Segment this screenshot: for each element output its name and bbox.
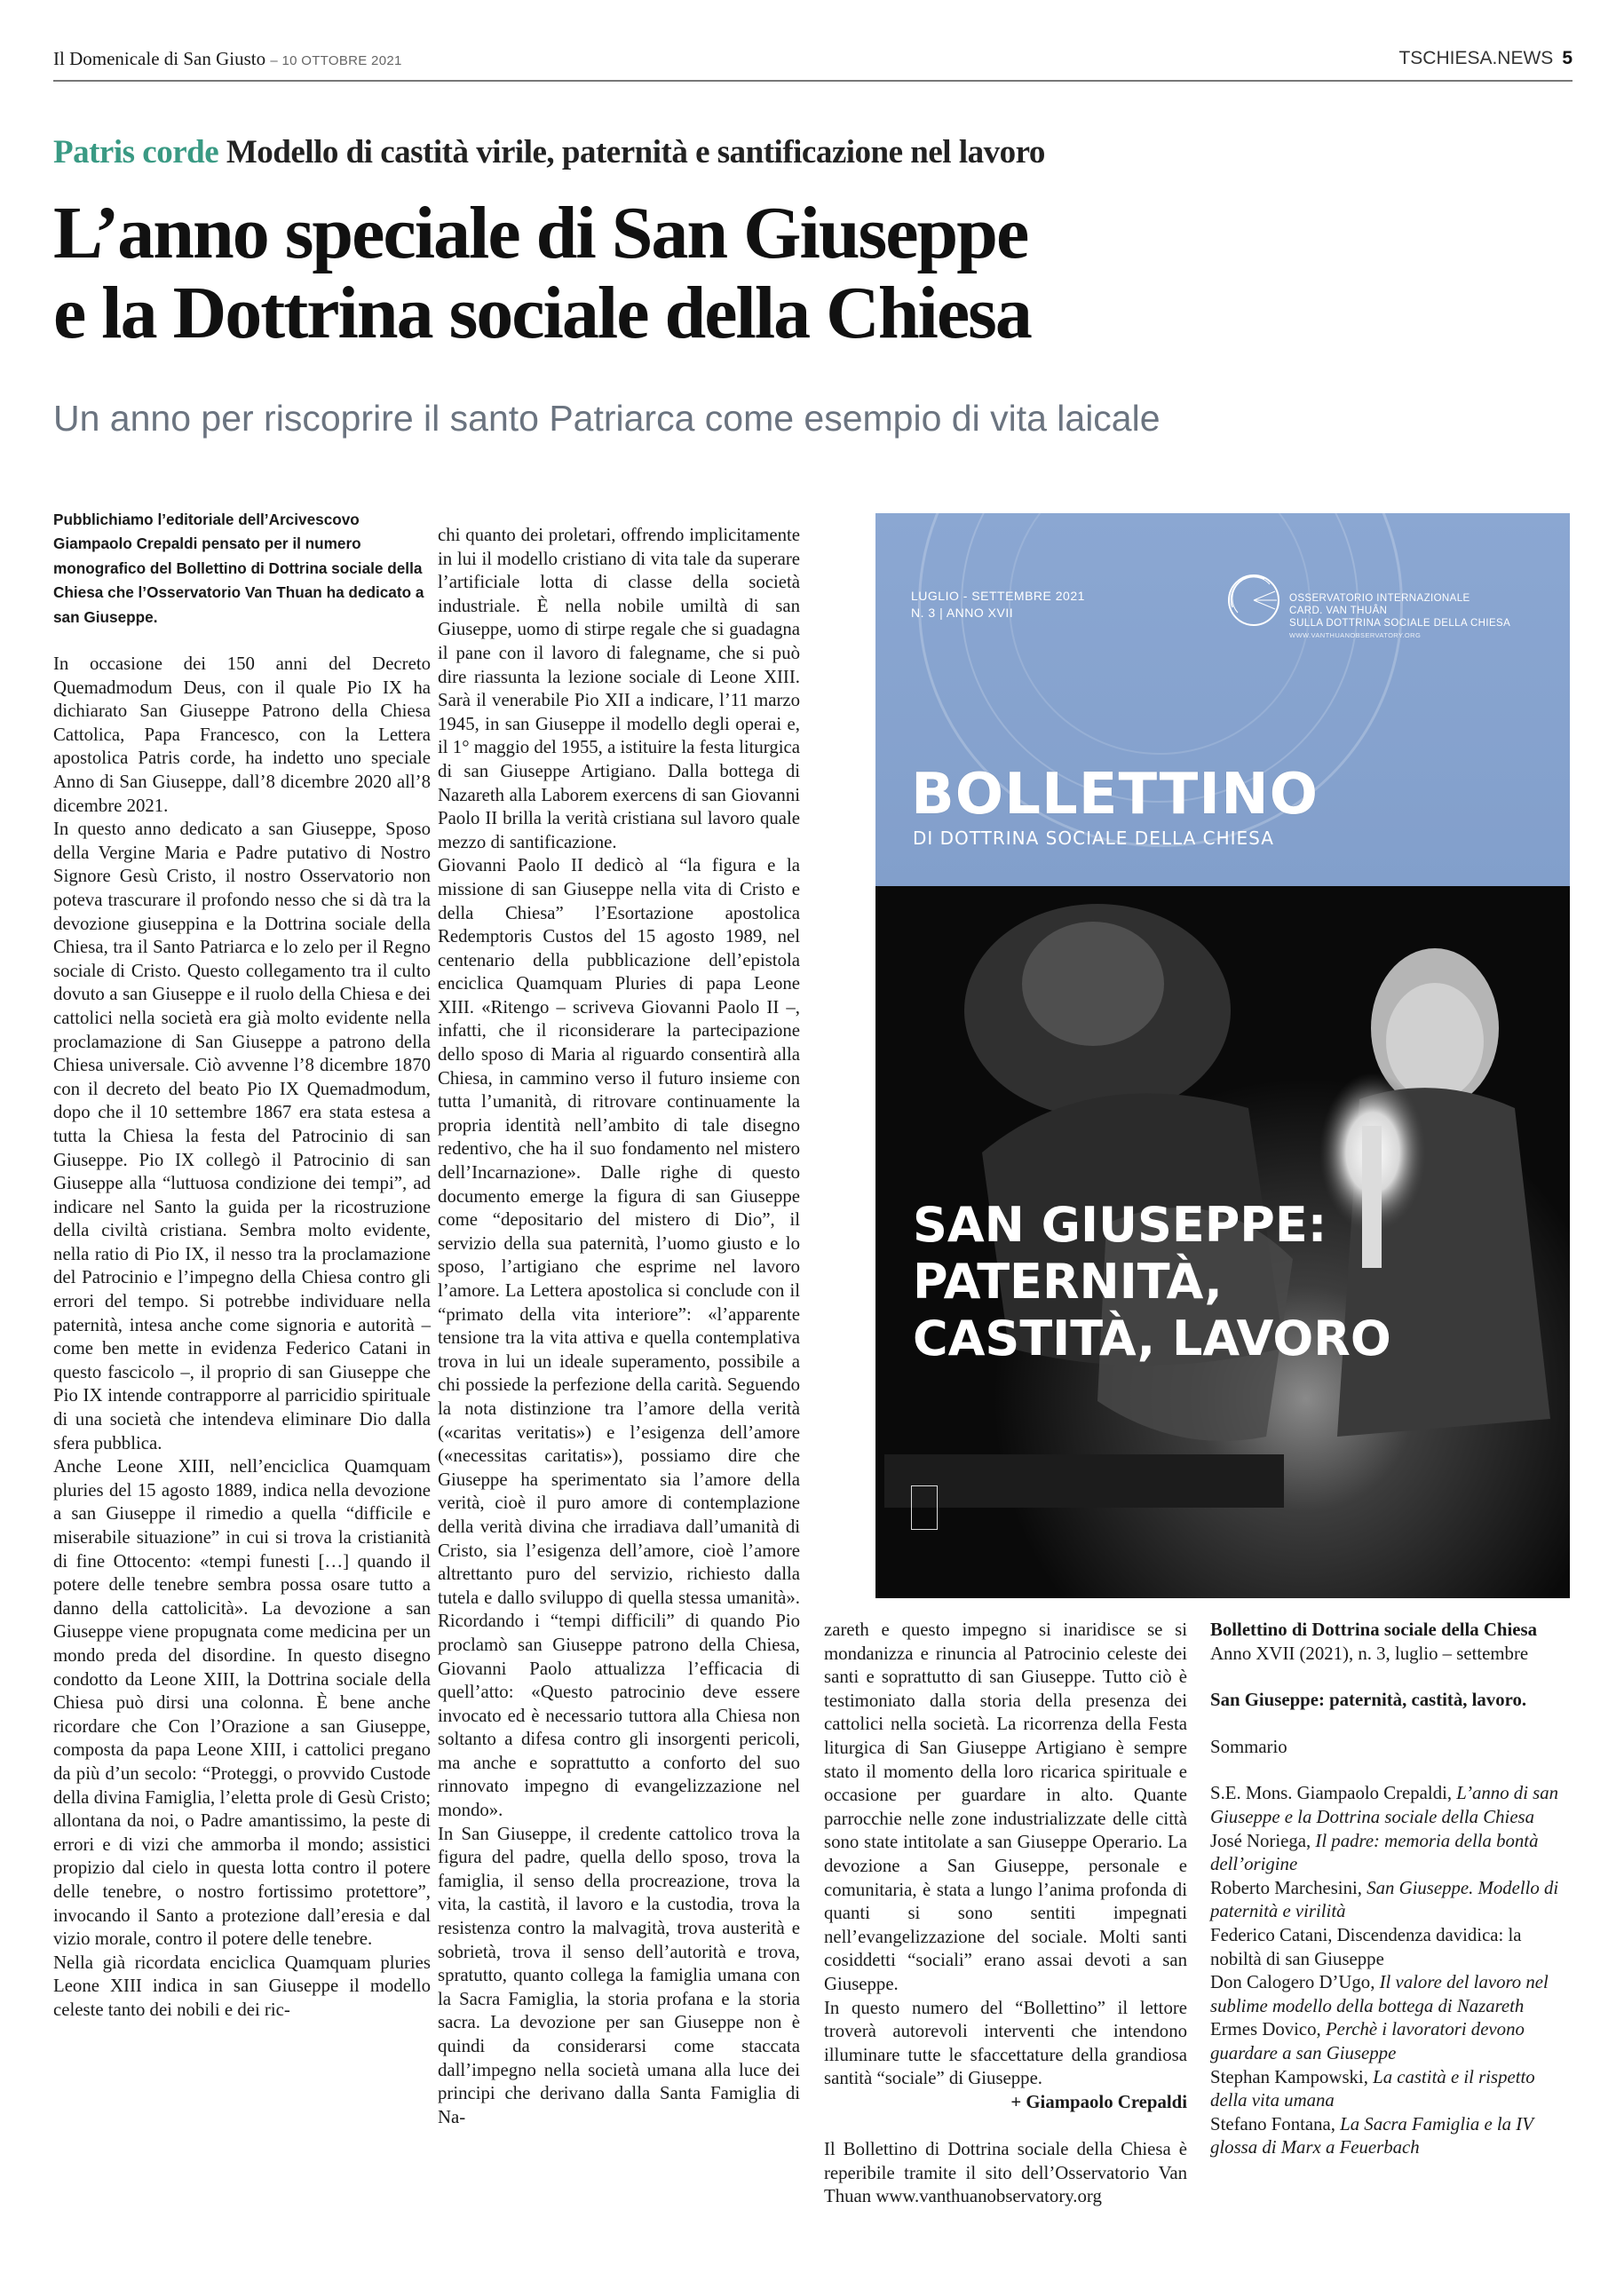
contents-item: [1210, 1924, 1570, 1971]
publication-name: Il Domenicale di San Giusto: [53, 48, 266, 69]
cover-issue-info: [911, 588, 1085, 622]
contents-title: Il padre: memoria della bontà dell’origine: [1210, 1830, 1539, 1875]
contents-author: Don Calogero D’Ugo,: [1210, 1972, 1375, 1993]
contents-item: [1210, 1971, 1570, 2018]
headline-line-2: e la Dottrina sociale della Chiesa: [53, 272, 1031, 354]
cover-header-band: [875, 513, 1570, 886]
cover-headline-line-1: SAN GIUSEPPE:: [913, 1197, 1327, 1253]
cover-headline: [913, 1197, 1391, 1367]
paragraph: Nella già ricordata enciclica Quamquam pluries Leone XIII indica in san Giuseppe il modello celeste tanto dei nobili e dei ric-: [53, 1952, 431, 2020]
headline: [53, 194, 1563, 353]
cover-org-line-2: CARD. VAN THUÂN: [1289, 606, 1388, 616]
contents-sidebar: [1210, 1619, 1570, 2160]
paragraph: In occasione dei 150 anni del Decreto Quemadmodum Deus, con il quale Pio IX ha dichiarato San Giuseppe Patrono della Chiesa Cattolica, Papa Francesco, con la Lettera apostolica Patris corde, ha indetto uno speciale Anno di San Giuseppe, dall’8 dicembre 2020 all’8 dicembre 2021.: [53, 653, 431, 816]
contents-author: Federico Catani,: [1210, 1924, 1333, 1945]
paragraph: In San Giuseppe, il credente cattolico trova la figura del padre, quella dello sposo, trova la famiglia, il senso della procreazione, trova la vita, la castità, il lavoro e la custodia, trova la resistenza contro la malvagità, trova austerità e sobrietà, trova il senso dell’autorità e trova, spratutto, quanto collega la famiglia umana con la Sacra Famiglia, la storia profana e la storia sacra. La devozione per san Giuseppe non è quindi da considerarsi come staccata dall’impegno nella società umana alla luce dei principi che derivano dalla Santa Famiglia di Na-: [438, 1823, 800, 2127]
cover-org-line-1: OSSERVATORIO INTERNAZIONALE: [1289, 593, 1470, 604]
running-header-right: [1398, 48, 1573, 69]
article-column-3: [824, 1619, 1187, 2209]
date-separator: –: [270, 53, 282, 68]
site-name: TSCHIESA.NEWS: [1398, 48, 1554, 68]
contents-title: L’anno di san Giuseppe e la Dottrina sociale della Chiesa: [1210, 1783, 1559, 1827]
kicker: [53, 133, 1045, 171]
contents-title: Il valore del lavoro nel sublime modello della bottega di Nazareth: [1210, 1972, 1549, 2016]
contents-author: Stefano Fontana,: [1210, 2113, 1335, 2134]
contents-author: Roberto Marchesini,: [1210, 1877, 1362, 1898]
contents-title: San Giuseppe. Modello di paternità e virilità: [1210, 1877, 1559, 1922]
issue-theme: [1210, 1689, 1570, 1713]
header-rule: [53, 80, 1573, 82]
cover-title: BOLLETTINO: [911, 762, 1319, 828]
contents-item: [1210, 1830, 1570, 1877]
article-intro: Pubblichiamo l’editoriale dell’Arcivescovo Giampaolo Crepaldi pensato per il numero monografico del Bollettino di Dottrina sociale della Chiesa che l’Osservatorio Van Thuan ha dedicato a san Giuseppe.: [53, 511, 424, 626]
contents-author: Ermes Dovico,: [1210, 2019, 1321, 2040]
contents-item: [1210, 2066, 1570, 2113]
contents-author: Stephan Kampowski,: [1210, 2066, 1368, 2087]
issue-date: 10 OTTOBRE 2021: [281, 53, 402, 68]
contents-title: Discendenza davidica: la nobiltà di san Giuseppe: [1210, 1924, 1522, 1969]
article-column-2: [438, 524, 800, 2129]
cover-org-url: WWW.VANTHUANOBSERVATORY.ORG: [1289, 631, 1422, 639]
magazine-cover-image: [875, 513, 1570, 1598]
contents-item: [1210, 1782, 1570, 1829]
cover-organization: [1289, 592, 1510, 642]
author-signature: + Giampaolo Crepaldi: [1010, 2091, 1187, 2112]
paragraph: In questo anno dedicato a san Giuseppe, Sposo della Vergine Maria e Padre putativo di Nostro Signore Gesù Cristo, il nostro Osservatorio non poteva trascurare il profondo nesso che si dà tra la devozione giuseppina e la Dottrina sociale della Chiesa, tra il Santo Patriarca e lo zelo per il Regno sociale di Cristo. Questo collegamento tra il culto dovuto a san Giuseppe e il ruolo della Chiesa e dei cattolici nella società era già molto evidente nella proclamazione di San Giuseppe a patrono della Chiesa universale. Ciò avvenne l’8 dicembre 1870 con il decreto del beato Pio IX Quemadmodum, dopo che il 10 settembre 1867 era stata estesa a tutta la Chiesa la festa del Patrocinio di san Giuseppe. Pio IX collegò il Patrocinio di san Giuseppe alla “luttuosa condizione dei tempi”, ad indicare nel Santo la guida per la ricostruzione della civiltà cristiana. Sembra molto evidente, nella ratio di Pio IX, il nesso tra la proclamazione del Patrocinio e l’impegno della Chiesa contro gli errori del tempo. Si potrebbe individuare nella paternità, intesa anche come signoria e autorità – come ben mette in evidenza Federico Catani in questo fascicolo –, il proprio di san Giuseppe che Pio IX intende contrapporre al parricidio spirituale di una società che intendeva eliminare Dio dalla sfera pubblica.: [53, 819, 431, 1453]
contents-heading: Sommario: [1210, 1736, 1287, 1757]
contents-item: [1210, 2018, 1570, 2065]
journal-info: [1210, 1619, 1570, 1666]
contents-item: [1210, 1877, 1570, 1924]
journal-issue: Anno XVII (2021), n. 3, luglio – settembre: [1210, 1643, 1529, 1664]
contents-list: [1210, 1782, 1570, 2160]
issue-title: San Giuseppe: paternità, castità, lavoro.: [1210, 1690, 1527, 1711]
paragraph: zareth e questo impegno si inaridisce se si mondanizza e rinuncia al Patrocinio celeste dei santi e soprattutto di san Giuseppe. Tutto ciò è testimoniato dalla storia della presenza dei cattolici nella società. La ricorrenza della Festa liturgica di San Giuseppe Artigiano è sempre stato il momento della loro ricarica spirituale e occasione per guardare in alto. Quante parrocchie nelle zone industrializzate delle città sono state intitolate a san Giuseppe Operario. La devozione a San Giuseppe, personale e comunitaria, è stata a lungo l’anima profonda di quanti si sono sentiti impegnati nell’evangelizzazione del sociale. Molti santi cosiddetti “sociali” erano assai devoti a san Giuseppe.: [824, 1620, 1187, 1994]
observatory-logo-icon: [1225, 572, 1282, 629]
publisher-logo: [911, 1485, 938, 1530]
article-column-1: [53, 508, 431, 2022]
contents-title: Perchè i lavoratori devono guardare a san Giuseppe: [1210, 2019, 1525, 2063]
cover-subtitle: DI DOTTRINA SOCIALE DELLA CHIESA: [913, 828, 1274, 849]
paragraph: Giovanni Paolo II dedicò al “la figura e la missione di san Giuseppe nella vita di Cristo e della Chiesa” l’Esortazione apostolica Redemptoris Custos del 15 agosto 1989, nel centenario della pubblicazione dell’epistola enciclica Quamquam Pluries di papa Leone XIII. «Ritengo – scriveva Giovanni Paolo II –, infatti, che il riconsiderare la partecipazione dello sposo di Maria al riguardo consentirà alla Chiesa, in cammino verso il futuro insieme con tutta l’umanità, di ritrovare continuamente la propria identità nell’ambito di tale disegno redentivo, che ha il suo fondamento nel mistero dell’Incarnazione». Dalle righe di questo documento emerge la figura di san Giuseppe come “depositario del mistero di Dio”, il servizio della sua paternità, l’uomo giusto e lo sposo, l’artigiano che esprime nel lavoro l’amore. La Lettera apostolica si conclude con il “primato della vita interiore”: «l’apparente tensione tra la vita attiva e quella contemplativa trova in lui un ideale superamento, possibile a chi possiede la perfezione della carità. Seguendo la nota distinzione tra l’amore della verità («caritas veritatis») e l’esigenza dell’amore («necessitas caritatis»), possiamo dire che Giuseppe ha sperimentato sia l’amore della verità, cioè il puro amore di contemplazione della verità divina che irradiava dall’umanità di Cristo, sia l’esigenza dell’amore, cioè l’amore altrettanto puro del servizio, richiesto dalla tutela e dallo sviluppo di quella stessa umanità». Ricordando i “tempi difficili” di quando Pio proclamò san Giuseppe patrono della Chiesa, Giovanni Paolo attualizza l’efficacia di quell’atto: «Questo patrocinio deve essere invocato ed è necessario tuttora alla Chiesa non soltanto a difesa contro gli insorgenti pericoli, ma anche e soprattutto a conforto del suo rinnovato impegno di evangelizzazione nel mondo».: [438, 855, 800, 1821]
running-header-left: [53, 48, 402, 70]
headline-line-1: L’anno speciale di San Giuseppe: [53, 192, 1028, 274]
cover-headline-line-3: CASTITÀ, LAVORO: [913, 1311, 1391, 1366]
availability-note: Il Bollettino di Dottrina sociale della Chiesa è reperibile tramite il sito dell’Osservatorio Van Thuan www.vanthuanobservatory.org: [824, 2139, 1187, 2207]
contents-title: La Sacra Famiglia e la IV glossa di Marx a Feuerbach: [1210, 2113, 1533, 2158]
contents-title: La castità e il rispetto della vita umana: [1210, 2066, 1535, 2111]
kicker-lead: Patris corde: [53, 134, 219, 170]
contents-heading-block: [1210, 1736, 1570, 1760]
cover-headline-line-2: PATERNITÀ,: [913, 1254, 1223, 1310]
paragraph: In questo numero del “Bollettino” il lettore troverà autorevoli interventi che intendono illuminare tutte le sfaccettature della grandiosa santità “sociale” di Giuseppe.: [824, 1997, 1187, 2089]
contents-item: [1210, 2113, 1570, 2160]
page-number: 5: [1562, 48, 1573, 68]
subheadline: Un anno per riscoprire il santo Patriarca come esempio di vita laicale: [53, 398, 1161, 439]
journal-title: Bollettino di Dottrina sociale della Chiesa: [1210, 1620, 1537, 1640]
paragraph: chi quanto dei proletari, offrendo implicitamente in lui il modello cristiano di vita tale da superare l’artificiale lotta di classe della società industriale. È nella nobile umiltà di san Giuseppe, uomo di stirpe regale che si guadagna il pane con il lavoro di falegname, che si può dire riassunta la lezione sociale di Leone XIII. Sarà il venerabile Pio XII a indicare, l’11 marzo 1945, in san Giuseppe il modello degli operai e, il 1° maggio del 1955, a istituire la festa liturgica di san Giuseppe Artigiano. Dalla bottega di Nazareth alla Laborem exercens di san Giovanni Paolo II brilla la verità cristiana sul lavoro quale mezzo di santificazione.: [438, 525, 800, 852]
cover-issue-number: N. 3 | ANNO XVII: [911, 606, 1014, 620]
paragraph: Anche Leone XIII, nell’enciclica Quamquam pluries del 15 agosto 1889, indica nella devozione a san Giuseppe il rimedio a quella “difficile e miserabile situazione” in cui si trova la cristianità di fine Ottocento: «tempi funesti […] quando il potere delle tenebre sembra possa osare tutto a danno della cattolicità». La devozione a san Giuseppe viene propugnata come medicina per un mondo preda del disordine. In questo disegno condotto da Leone XIII, la Dottrina sociale della Chiesa può dirsi una colonna. È bene anche ricordare che Con l’Orazione a san Giuseppe, composta da papa Leone XIII, i cattolici pregano da più d’un secolo: “Proteggi, o provvido Custode della divina Famiglia, l’eletta prole di Gesù Cristo; allontana da noi, o Padre amantissimo, la peste di errori e di vizi che ammorba il mondo; assistici propizio dal cielo in questa lotta contro il potere delle tenebre, o nostro fortissimo protettore”, invocando il Santo a protezione dall’eresia e dal vizio morale, contro il potere delle tenebre.: [53, 1456, 431, 1950]
contents-author: S.E. Mons. Giampaolo Crepaldi,: [1210, 1783, 1453, 1804]
kicker-rest: Modello di castità virile, paternità e santificazione nel lavoro: [226, 134, 1045, 170]
contents-author: José Noriega,: [1210, 1830, 1311, 1851]
cover-org-line-3: SULLA DOTTRINA SOCIALE DELLA CHIESA: [1289, 618, 1511, 629]
cover-issue-period: LUGLIO - SETTEMBRE 2021: [911, 589, 1085, 603]
